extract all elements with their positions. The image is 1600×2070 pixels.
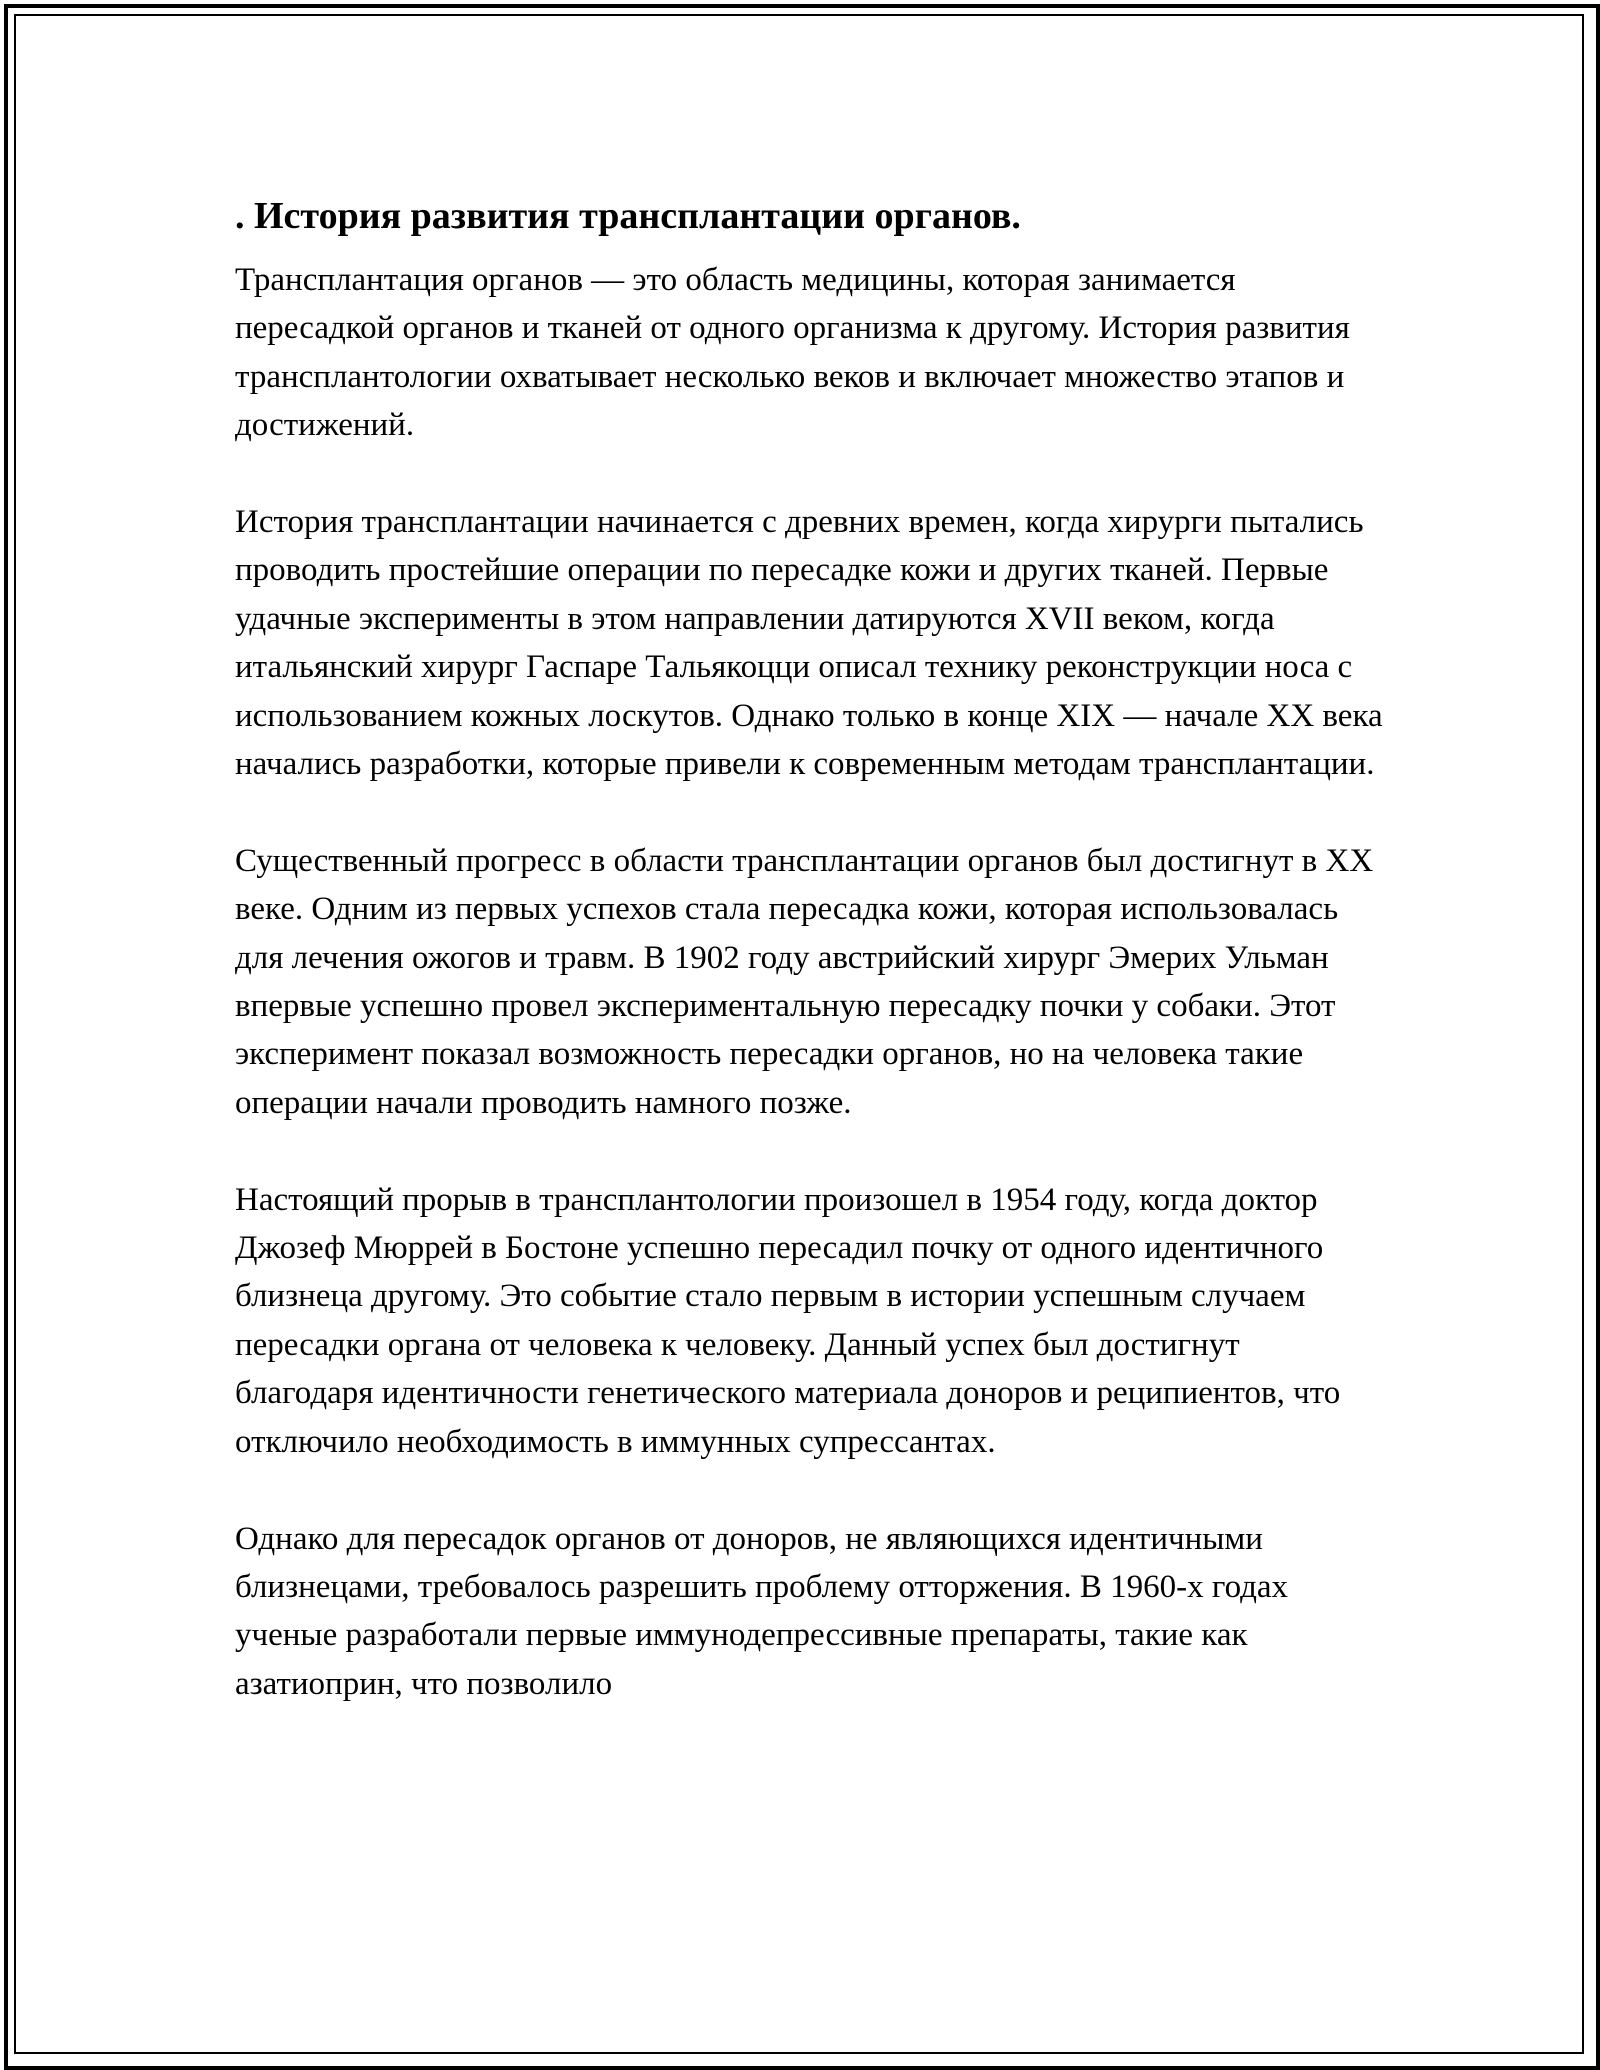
document-page <box>235 188 1385 1708</box>
paragraph-20th-century: Существенный прогресс в области трансплантации органов был достигнут в XX веке. Одним из первых успехов стала пересадка кожи, которая использовалась для лечения ожогов и травм. В 1902 году австрийский хирург Эмерих Ульман впервые успешно провел экспериментальную пересадку почки у собаки. Этот эксперимент показал возможность пересадки органов, но на человека такие операции начали проводить намного позже. <box>235 842 1374 1121</box>
document-heading: . История развития трансплантации органов. <box>235 195 1021 237</box>
paragraph-ancient-history: История трансплантации начинается с древних времен, когда хирурги пытались проводить простейшие операции по пересадке кожи и других тканей. Первые удачные эксперименты в этом направлении датируются XVII веком, когда итальянский хирург Гаспаре Тальякоцци описал технику реконструкции носа с использованием кожных лоскутов. Однако только в конце XIX — начале XX века начались разработки, которые привели к современным методам трансплантации. <box>235 504 1383 783</box>
paragraph-intro: Трансплантация органов — это область медицины, которая занимается пересадкой органов и тканей от одного организма к другому. История развития трансплантологии охватывает несколько веков и включает множество этапов и достижений. <box>235 262 1350 444</box>
paragraph-1954-breakthrough: Настоящий прорыв в трансплантологии произошел в 1954 году, когда доктор Джозеф Мюррей в Бостоне успешно пересадил почку от одного идентичного близнеца другому. Это событие стало первым в истории успешным случаем пересадки органа от человека к человеку. Данный успех был достигнут благодаря идентичности генетического материала доноров и реципиентов, что отключило необходимость в иммунных супрессантах. <box>235 1181 1341 1460</box>
paragraph-rejection-problem: Однако для пересадок органов от доноров, не являющихся идентичными близнецами, требовалось разрешить проблему отторжения. В 1960-х годах ученые разработали первые иммунодепрессивные препараты, такие как азатиоприн, что позволило <box>235 1520 1289 1702</box>
